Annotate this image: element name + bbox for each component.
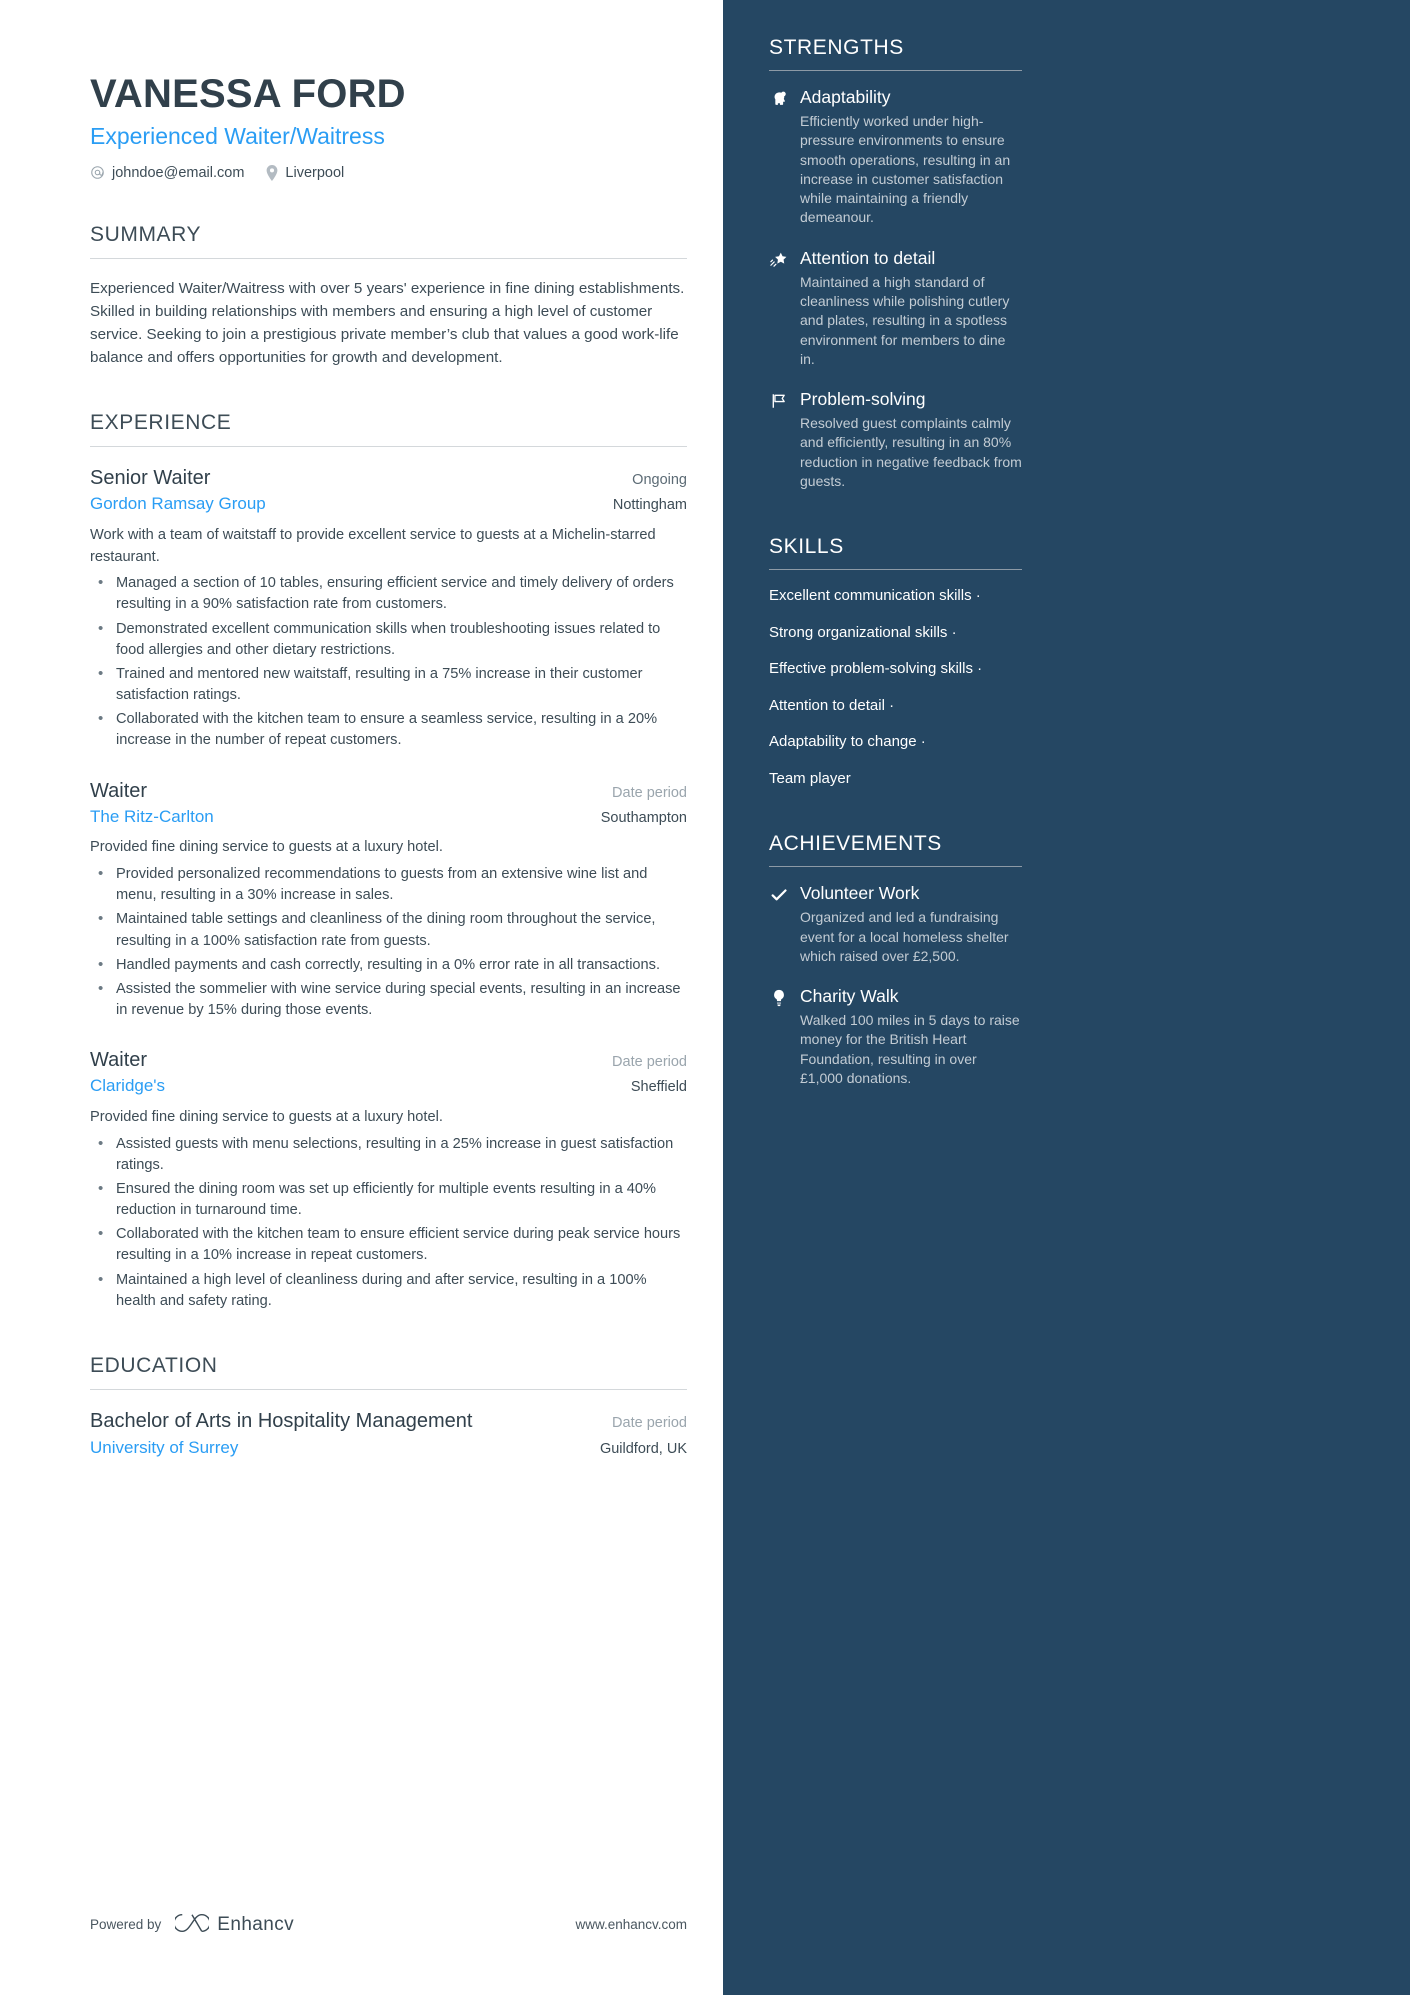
strength-description: Resolved guest complaints calmly and efficiently, resulting in an 80% reduction in negative feedback from guests. (800, 415, 1022, 489)
contact-email[interactable] (90, 165, 244, 181)
powered-by-label: Powered by (90, 1917, 162, 1932)
sidebar (723, 0, 1410, 1995)
experience-company[interactable]: Claridge's (90, 1076, 166, 1096)
strength-description: Efficiently worked under high-pressure environments to ensure smooth operations, resulting in an increase in customer satisfaction while maintaining a friendly demeanour. (800, 112, 1011, 226)
summary-text: Experienced Waiter/Waitress with over 5 years' experience in fine dining establishments. Skilled in building relationships with members and ensuring a high level of customer service. Seeking to join a prestigious private member’s club that values a good work-life balance and offers opportunities for growth and development. (90, 279, 685, 367)
sidebar-inner (723, 36, 1068, 1088)
experience-bullet: • Trained and mentored new waitstaff, resulting in a 75% increase in their customer satisfaction ratings. (90, 664, 687, 706)
experience-description: Provided fine dining service to guests at a luxury hotel. (90, 1109, 443, 1126)
footer-brand-group (90, 1912, 294, 1937)
map-pin-icon (266, 165, 278, 181)
skill-item: Strong organizational skills · (769, 623, 957, 641)
achievement-item (769, 986, 1022, 1088)
education-entry (90, 1408, 687, 1458)
strength-title: Adaptability (800, 87, 891, 107)
education-degree: Bachelor of Arts in Hospitality Management (90, 1409, 473, 1432)
experience-date: Ongoing (632, 472, 687, 489)
experience-company-line (90, 1073, 687, 1098)
experience-role-line (90, 778, 687, 804)
experience-description: Provided fine dining service to guests at a luxury hotel. (90, 839, 443, 856)
experience-company[interactable]: The Ritz-Carlton (90, 806, 214, 826)
experience-role-line (90, 465, 687, 491)
experience-role-line (90, 1047, 687, 1073)
achievement-body (800, 986, 1022, 1088)
summary-section (90, 223, 687, 369)
strength-title: Attention to detail (800, 247, 936, 268)
strength-description: Maintained a high standard of cleanliness while polishing cutlery and plates, resulting in a spotless environment for members to dine in. (800, 273, 1010, 367)
achievement-item (769, 883, 1022, 966)
strengths-list (769, 87, 1022, 491)
education-school-line (90, 1434, 687, 1458)
experience-entry (90, 778, 687, 1022)
flag-icon (769, 389, 789, 491)
divider (769, 569, 1022, 570)
skills-section (769, 535, 1022, 788)
education-date: Date period (612, 1414, 687, 1431)
shooting-star-icon (769, 248, 789, 369)
education-location: Guildford, UK (599, 1441, 687, 1458)
experience-bullet: • Provided personalized recommendations to guests from an extensive wine list and menu, resulting in a 30% increase in sales. (90, 864, 687, 906)
strength-body (800, 248, 1022, 369)
experience-company-line (90, 804, 687, 829)
contact-location-text: Liverpool (285, 164, 345, 181)
achievements-heading: ACHIEVEMENTS (769, 832, 942, 856)
strength-item (769, 248, 1022, 369)
divider (90, 1389, 687, 1390)
experience-section (90, 411, 687, 1312)
enhancv-brand[interactable] (175, 1912, 294, 1937)
experience-bullet: • Assisted the sommelier with wine service during special events, resulting in an increase in revenue by 15% during those events. (90, 979, 687, 1021)
divider (90, 446, 687, 447)
education-section (90, 1354, 687, 1458)
experience-bullet: • Maintained table settings and cleanliness of the dining room throughout the service, resulting in a 100% satisfaction rate from guests. (90, 909, 687, 951)
education-list (90, 1408, 687, 1458)
experience-bullet: • Managed a section of 10 tables, ensuring efficient service and timely delivery of orders resulting in a 90% satisfaction rate from customers. (90, 573, 687, 615)
achievement-description: Organized and led a fundraising event for a local homeless shelter which raised over £2,500. (800, 909, 1009, 964)
strength-title: Problem-solving (800, 389, 926, 410)
experience-heading: EXPERIENCE (90, 411, 232, 435)
check-icon (769, 883, 789, 966)
experience-list (90, 465, 687, 1312)
experience-bullet: • Collaborated with the kitchen team to ensure efficient service during peak service hours resulting in a 10% increase in repeat customers. (90, 1224, 687, 1266)
strengths-section (769, 36, 1022, 491)
experience-description: Work with a team of waitstaff to provide excellent service to guests at a Michelin-starred restaurant. (90, 527, 656, 565)
skill-item: Attention to detail · (769, 696, 895, 714)
experience-role: Senior Waiter (90, 467, 211, 490)
skill-item: Effective problem-solving skills · (769, 660, 983, 678)
footer (90, 1912, 687, 1937)
job-title: Experienced Waiter/Waitress (90, 123, 385, 149)
skills-heading: SKILLS (769, 535, 844, 559)
achievement-title: Volunteer Work (800, 883, 920, 904)
experience-location: Southampton (600, 809, 687, 826)
skill-item: Excellent communication skills · (769, 587, 981, 605)
education-school[interactable]: University of Surrey (90, 1438, 239, 1458)
page-title: VANESSA FORD (90, 72, 406, 116)
experience-company[interactable]: Gordon Ramsay Group (90, 494, 266, 514)
divider (90, 258, 687, 259)
skills-list (769, 586, 1022, 788)
experience-entry (90, 1047, 687, 1312)
experience-role: Waiter (90, 779, 148, 802)
divider (769, 70, 1022, 71)
experience-bullet-list (90, 864, 687, 1021)
experience-location: Sheffield (630, 1079, 687, 1096)
achievement-description: Walked 100 miles in 5 days to raise money for the British Heart Foundation, resulting in over £1,000 donations. (800, 1012, 1020, 1086)
experience-bullet: • Maintained a high level of cleanliness during and after service, resulting in a 100% health and safety rating. (90, 1270, 687, 1312)
contact-email-text: johndoe@email.com (112, 164, 245, 181)
experience-role: Waiter (90, 1049, 148, 1072)
strength-item (769, 87, 1022, 228)
experience-bullet: • Assisted guests with menu selections, resulting in a 25% increase in guest satisfaction ratings. (90, 1134, 687, 1176)
experience-bullet: • Ensured the dining room was set up efficiently for multiple events resulting in a 40% reduction in turnaround time. (90, 1179, 687, 1221)
experience-bullet-list (90, 573, 687, 751)
skill-item: Adaptability to change · (769, 733, 926, 751)
at-sign-icon (90, 165, 105, 180)
education-degree-line (90, 1408, 687, 1434)
strength-item (769, 389, 1022, 491)
experience-date: Date period (612, 1054, 687, 1071)
achievement-title: Charity Walk (800, 986, 899, 1007)
head-thought-icon (769, 87, 789, 228)
achievements-list (769, 883, 1022, 1088)
lightbulb-icon (769, 986, 789, 1088)
enhancv-logo-icon (175, 1912, 209, 1937)
skill-item: Team player (769, 769, 851, 787)
education-heading: EDUCATION (90, 1353, 218, 1377)
strength-body (800, 389, 1022, 491)
experience-date: Date period (612, 784, 687, 801)
achievements-section (769, 832, 1022, 1088)
experience-bullet: • Handled payments and cash correctly, resulting in a 0% error rate in all transactions. (90, 955, 687, 976)
strength-body (800, 87, 1022, 228)
experience-company-line (90, 491, 687, 516)
summary-heading: SUMMARY (90, 222, 202, 246)
experience-bullet-list (90, 1134, 687, 1312)
enhancv-wordmark: Enhancv (217, 1913, 295, 1935)
experience-bullet: • Collaborated with the kitchen team to ensure a seamless service, resulting in a 20% increase in the number of repeat customers. (90, 709, 687, 751)
footer-website[interactable]: www.enhancv.com (575, 1917, 687, 1932)
experience-location: Nottingham (612, 497, 687, 514)
resume-header (90, 72, 687, 181)
experience-entry (90, 465, 687, 751)
achievement-body (800, 883, 1022, 966)
experience-bullet: • Demonstrated excellent communication skills when troubleshooting issues related to food allergies and other dietary restrictions. (90, 619, 687, 661)
divider (769, 866, 1022, 867)
strengths-heading: STRENGTHS (769, 36, 904, 59)
contact-row (90, 165, 687, 181)
contact-location (266, 165, 344, 181)
